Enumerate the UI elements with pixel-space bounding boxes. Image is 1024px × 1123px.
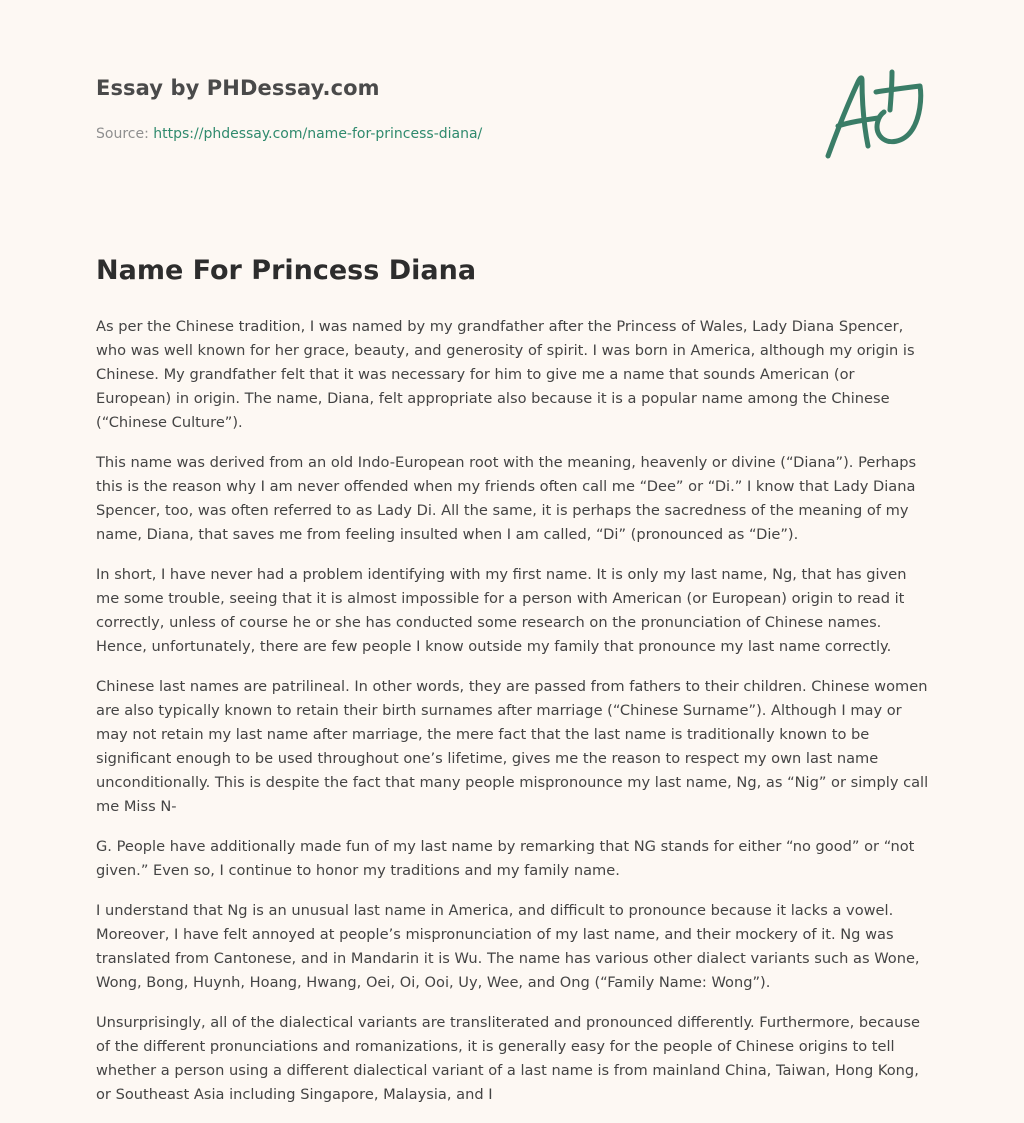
- site-title: Essay by PHDessay.com: [96, 76, 380, 100]
- paragraph: In short, I have never had a problem identifying with my first name. It is only my last name, Ng, that has given me some trouble, seeing that it is almost impossible for a person with American (or European) origin to read it correctly, unless of course he or she has conducted some research on the pronunciation of Chinese names. Hence, unfortunately, there are few people I know outside my family that pronounce my last name correctly.: [96, 566, 907, 655]
- page-header: [96, 74, 936, 184]
- paragraph: As per the Chinese tradition, I was named by my grandfather after the Princess of Wales, Lady Diana Spencer, who was well known for her grace, beauty, and generosity of spirit. I was born in America, although my origin is Chinese. My grandfather felt that it was necessary for him to give me a name that sounds American (or European) in origin. The name, Diana, felt appropriate also because it is a popular name among the Chinese (“Chinese Culture”).: [96, 318, 915, 431]
- paragraph: I understand that Ng is an unusual last name in America, and difficult to pronounce because it lacks a vowel. Moreover, I have felt annoyed at people’s mispronunciation of my last name, and their mockery of it. Ng was translated from Cantonese, and in Mandarin it is Wu. The name has various other dialect variants such as Wone, Wong, Bong, Huynh, Hoang, Hwang, Oei, Oi, Ooi, Uy, Wee, and Ong (“Family Name: Wong”).: [96, 902, 920, 991]
- paragraph: This name was derived from an old Indo-European root with the meaning, heavenly or divine (“Diana”). Perhaps this is the reason why I am never offended when my friends often call me “Dee” or “Di.” I know that Lady Diana Spencer, too, was often referred to as Lady Di. All the same, it is perhaps the sacredness of the meaning of my name, Diana, that saves me from feeling insulted when I am called, “Di” (pronounced as “Die”).: [96, 454, 917, 543]
- source-label: Source:: [96, 126, 149, 142]
- paragraph: Chinese last names are patrilineal. In other words, they are passed from fathers to their children. Chinese women are also typically known to retain their birth surnames after marriage (“Chinese Surname”). Although I may or may not retain my last name after marriage, the mere fact that the last name is traditionally known to be significant enough to be used throughout one’s lifetime, gives me the reason to respect my own last name unconditionally. This is despite the fact that many people mispronounce my last name, Ng, as “Nig” or simply call me Miss N-: [96, 678, 929, 815]
- source-link[interactable]: https://phdessay.com/name-for-princess-diana/: [153, 126, 483, 142]
- paragraph: G. People have additionally made fun of my last name by remarking that NG stands for either “no good” or “not given.” Even so, I continue to honor my traditions and my family name.: [96, 838, 915, 879]
- paragraph: Unsurprisingly, all of the dialectical variants are transliterated and pronounced differently. Furthermore, because of the different pronunciations and romanizations, it is generally easy for the people of Chinese origins to tell whether a person using a different dialectical variant of a last name is from mainland China, Taiwan, Hong Kong, or Southeast Asia including Singapore, Malaysia, and I: [96, 1014, 920, 1103]
- a-plus-logo-icon: [822, 68, 926, 164]
- essay-body: [96, 315, 931, 1123]
- source-line: [96, 126, 482, 142]
- essay-title: Name For Princess Diana: [96, 255, 477, 286]
